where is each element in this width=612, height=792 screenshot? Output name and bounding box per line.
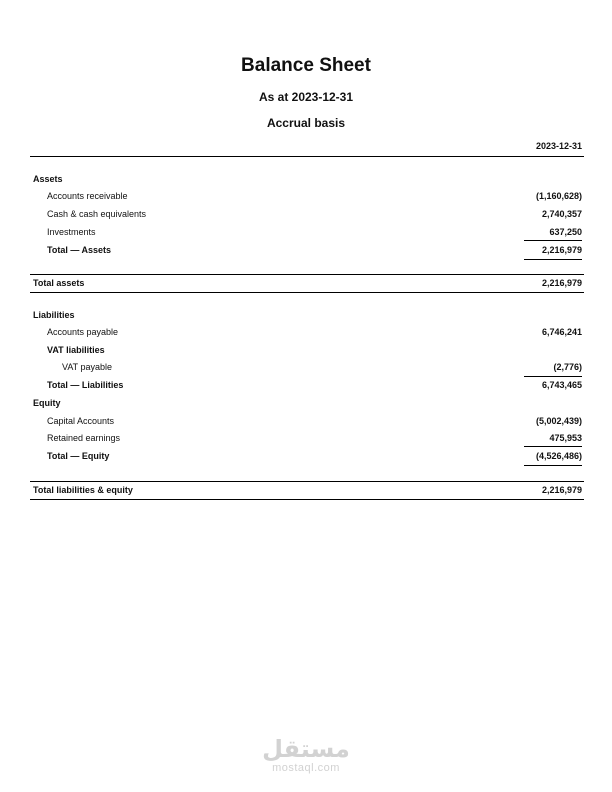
subtotal-rule bbox=[524, 240, 582, 241]
liabilities-heading: Liabilities bbox=[33, 310, 75, 320]
row-value: (5,002,439) bbox=[535, 416, 582, 426]
grand-total-row: Total liabilities & equity 2,216,979 bbox=[33, 485, 582, 495]
column-header: 2023-12-31 bbox=[535, 141, 582, 151]
assets-total-row: Total — Assets 2,216,979 bbox=[47, 245, 582, 255]
logo-arabic-text: مستقل bbox=[262, 735, 350, 763]
mostaql-logo bbox=[0, 736, 612, 775]
report-date: As at 2023-12-31 bbox=[258, 90, 354, 104]
subtotal-rule bbox=[524, 446, 582, 447]
row-label: VAT payable bbox=[62, 362, 113, 372]
row-value: (1,160,628) bbox=[535, 191, 582, 201]
row-label: Accounts receivable bbox=[47, 191, 128, 201]
liabilities-total-row: Total — Liabilities 6,743,465 bbox=[47, 380, 582, 390]
total-assets-row: Total assets 2,216,979 bbox=[33, 278, 582, 288]
row-label: Capital Accounts bbox=[47, 416, 115, 426]
table-row bbox=[30, 225, 584, 239]
section-rule bbox=[30, 499, 584, 500]
logo-latin-text: mostaql.com bbox=[272, 762, 340, 774]
table-row bbox=[30, 325, 584, 339]
subtotal-rule bbox=[524, 259, 582, 260]
row-label: Retained earnings bbox=[47, 433, 121, 443]
vat-heading: VAT liabilities bbox=[47, 345, 105, 355]
table-row bbox=[30, 414, 584, 428]
row-label: Investments bbox=[47, 227, 96, 237]
row-value: 2,740,357 bbox=[541, 209, 582, 219]
subtotal-rule bbox=[524, 376, 582, 377]
table-row bbox=[30, 360, 584, 374]
table-row bbox=[30, 431, 584, 445]
row-value: 6,746,241 bbox=[541, 327, 582, 337]
table-row bbox=[30, 189, 584, 203]
subtotal-rule bbox=[524, 465, 582, 466]
row-value: (2,776) bbox=[553, 362, 582, 372]
row-value: 637,250 bbox=[549, 227, 582, 237]
report-title: Balance Sheet bbox=[241, 55, 371, 76]
section-rule bbox=[30, 292, 584, 293]
row-value: 475,953 bbox=[549, 433, 582, 443]
section-rule bbox=[30, 274, 584, 275]
assets-heading: Assets bbox=[33, 174, 63, 184]
equity-total-row: Total — Equity (4,526,486) bbox=[47, 451, 582, 461]
header-rule bbox=[30, 156, 584, 157]
equity-heading: Equity bbox=[33, 398, 61, 408]
report-basis: Accrual basis bbox=[266, 116, 346, 130]
table-row bbox=[30, 207, 584, 221]
row-label: Cash & cash equivalents bbox=[47, 209, 147, 219]
section-rule bbox=[30, 481, 584, 482]
row-label: Accounts payable bbox=[47, 327, 119, 337]
